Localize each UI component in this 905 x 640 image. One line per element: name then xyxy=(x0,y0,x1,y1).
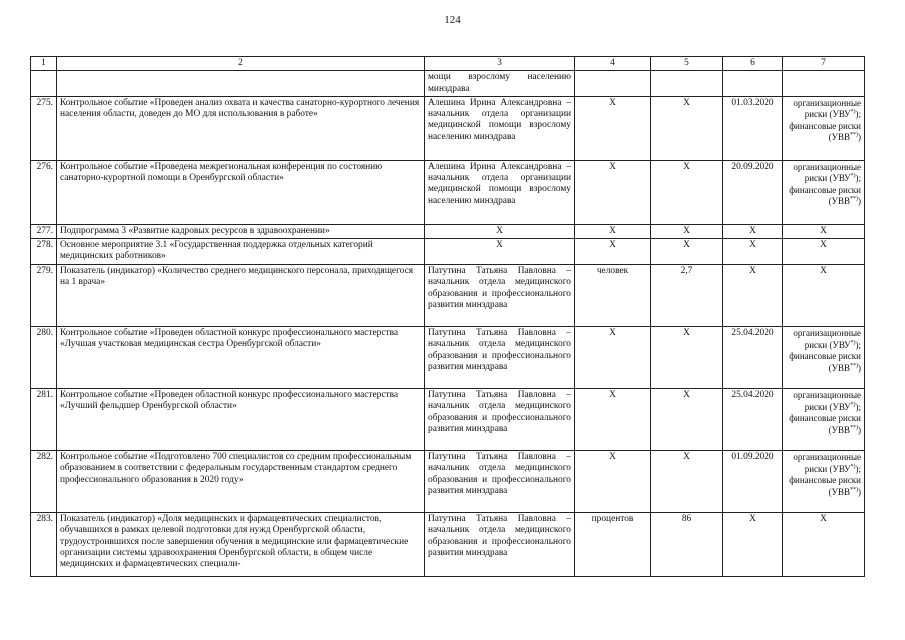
value-cell: X xyxy=(651,160,723,224)
risk-cell: организационные риски (УВУ*)); финансовые риски (УВВ**)) xyxy=(783,160,865,224)
description-cell: Контрольное событие «Проведена межрегиональная конференция по состоянию санаторно-курортной помощи в Оренбургской области» xyxy=(57,160,425,224)
header-cell: 2 xyxy=(57,57,425,71)
date-cell: X xyxy=(723,224,783,238)
value-cell: 2,7 xyxy=(651,265,723,327)
unit-cell: X xyxy=(575,451,651,513)
date-cell: 01.03.2020 xyxy=(723,96,783,160)
date-cell: X xyxy=(723,265,783,327)
table-row xyxy=(31,451,865,513)
row-number: 282. xyxy=(31,451,57,513)
continuation-row xyxy=(31,71,865,97)
description-cell: Контрольное событие «Подготовлено 700 специалистов со средним профессиональным образованием в соответствии с федеральным государственным стандартом среднего профессионального образования в 2020 году» xyxy=(57,451,425,513)
row-number: 280. xyxy=(31,327,57,389)
header-row xyxy=(31,57,865,71)
description-cell: Показатель (индикатор) «Доля медицинских и фармацевтических специалистов, обучавшихся в рамках целевой подготовки для нужд Оренбургской области, трудоустроившихся после завершения обучения в медицинские или фармацевтические организации системы здравоохранения Оренбургской области, в общем числе медицинских и фармацевтических специали- xyxy=(57,513,425,577)
risk-cell: организационные риски (УВУ*)); финансовые риски (УВВ**)) xyxy=(783,451,865,513)
risk-cell: организационные риски (УВУ*)); финансовые риски (УВВ**)) xyxy=(783,327,865,389)
description-cell: Контрольное событие «Проведен анализ охвата и качества санаторно-курортного лечения населения области, доведен до МО для использования в работе» xyxy=(57,96,425,160)
unit-cell: X xyxy=(575,389,651,451)
responsible-cell: Патутина Татьяна Павловна – начальник отдела медицинского образования и профессионального развития минздрава xyxy=(425,265,575,327)
header-cell: 4 xyxy=(575,57,651,71)
responsible-cell: Патутина Татьяна Павловна – начальник отдела медицинского образования и профессионального развития минздрава xyxy=(425,451,575,513)
unit-cell: X xyxy=(575,327,651,389)
description-cell: Основное мероприятие 3.1 «Государственная поддержка отдельных категорий медицинских работников» xyxy=(57,239,425,265)
table-row xyxy=(31,389,865,451)
table-row xyxy=(31,513,865,577)
value-cell: X xyxy=(651,224,723,238)
value-cell: X xyxy=(651,327,723,389)
header-cell: 6 xyxy=(723,57,783,71)
date-cell: 25.04.2020 xyxy=(723,327,783,389)
responsible-cell: Патутина Татьяна Павловна – начальник отдела медицинского образования и профессионального развития минздрава xyxy=(425,513,575,577)
header-cell: 7 xyxy=(783,57,865,71)
risk-cell: X xyxy=(783,239,865,265)
risk-cell: организационные риски (УВУ*)); финансовые риски (УВВ**)) xyxy=(783,96,865,160)
value-cell: X xyxy=(651,239,723,265)
date-cell: X xyxy=(723,513,783,577)
date-cell: 25.04.2020 xyxy=(723,389,783,451)
table-row xyxy=(31,96,865,160)
row-number: 276. xyxy=(31,160,57,224)
value-cell: X xyxy=(651,96,723,160)
row-number: 279. xyxy=(31,265,57,327)
responsible-cell: Патутина Татьяна Павловна – начальник отдела медицинского образования и профессионального развития минздрава xyxy=(425,389,575,451)
header-cell: 3 xyxy=(425,57,575,71)
plan-table xyxy=(30,56,865,577)
risk-cell: организационные риски (УВУ*)); финансовые риски (УВВ**)) xyxy=(783,389,865,451)
description-cell: Подпрограмма 3 «Развитие кадровых ресурсов в здравоохранении» xyxy=(57,224,425,238)
unit-cell: X xyxy=(575,239,651,265)
date-cell: X xyxy=(723,239,783,265)
unit-cell: процентов xyxy=(575,513,651,577)
table-row xyxy=(31,327,865,389)
risk-cell: X xyxy=(783,265,865,327)
date-cell: 20.09.2020 xyxy=(723,160,783,224)
responsible-cell: X xyxy=(425,239,575,265)
unit-cell: X xyxy=(575,224,651,238)
row-number: 277. xyxy=(31,224,57,238)
responsible-cell: X xyxy=(425,224,575,238)
responsible-cell: Алешина Ирина Александровна – начальник отдела организации медицинской помощи взрослому населению минздрава xyxy=(425,96,575,160)
unit-cell: X xyxy=(575,160,651,224)
risk-cell: X xyxy=(783,513,865,577)
row-number: 281. xyxy=(31,389,57,451)
value-cell: 86 xyxy=(651,513,723,577)
responsible-cell: мощи взрослому населению минздрава xyxy=(425,71,575,97)
row-number: 278. xyxy=(31,239,57,265)
header-cell: 5 xyxy=(651,57,723,71)
page-number: 124 xyxy=(444,14,461,26)
table-row xyxy=(31,265,865,327)
unit-cell: человек xyxy=(575,265,651,327)
unit-cell: X xyxy=(575,96,651,160)
risk-cell: X xyxy=(783,224,865,238)
table-row xyxy=(31,224,865,238)
description-cell: Контрольное событие «Проведен областной конкурс профессионального мастерства «Лучшая участковая медицинская сестра Оренбургской области» xyxy=(57,327,425,389)
table-row xyxy=(31,160,865,224)
value-cell: X xyxy=(651,389,723,451)
header-cell: 1 xyxy=(31,57,57,71)
table-row xyxy=(31,239,865,265)
description-cell: Контрольное событие «Проведен областной конкурс профессионального мастерства «Лучший фельдшер Оренбургской области» xyxy=(57,389,425,451)
row-number: 283. xyxy=(31,513,57,577)
description-cell: Показатель (индикатор) «Количество среднего медицинского персонала, приходящегося на 1 врача» xyxy=(57,265,425,327)
responsible-cell: Патутина Татьяна Павловна – начальник отдела медицинского образования и профессионального развития минздрава xyxy=(425,327,575,389)
row-number: 275. xyxy=(31,96,57,160)
date-cell: 01.09.2020 xyxy=(723,451,783,513)
value-cell: X xyxy=(651,451,723,513)
responsible-cell: Алешина Ирина Александровна – начальник отдела организации медицинской помощи взрослому населению минздрава xyxy=(425,160,575,224)
